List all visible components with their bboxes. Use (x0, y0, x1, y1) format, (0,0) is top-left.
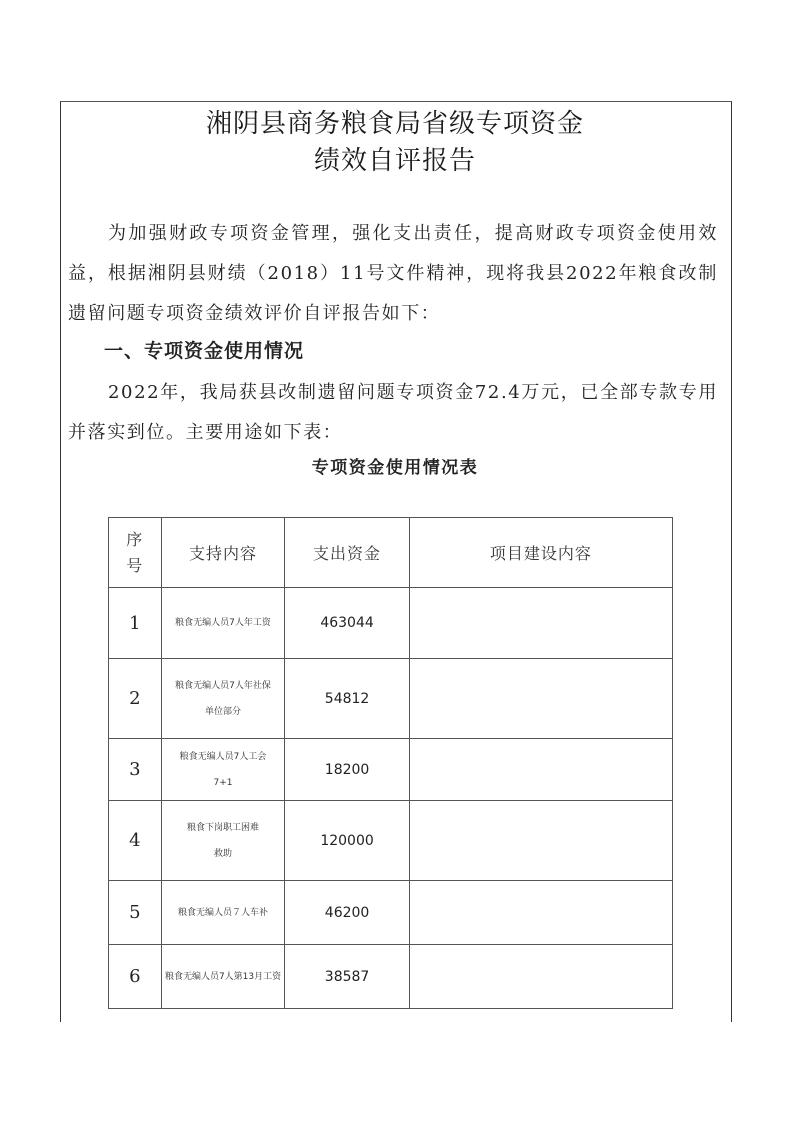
table-header-row (109, 518, 673, 588)
row-support (161, 945, 285, 1009)
row-seq: 4 (109, 801, 162, 881)
header-amount: 支出资金 (285, 518, 409, 588)
header-seq-line1: 序 (126, 529, 144, 549)
row-seq: 3 (109, 739, 162, 801)
row-project (409, 659, 672, 739)
row-seq: 1 (109, 588, 162, 659)
table-row (109, 659, 673, 739)
table-row (109, 588, 673, 659)
header-support: 支持内容 (161, 518, 285, 588)
report-title-line2: 绩效自评报告 (313, 146, 476, 176)
row-project (409, 881, 672, 945)
row-amount: 38587 (285, 945, 409, 1009)
intro-paragraph: 为加强财政专项资金管理，强化支出责任，提高财政专项资金使用效益，根据湘阴县财绩（2018）11号文件精神，现将我县2022年粮食改制遗留问题专项资金绩效评价自评报告如下： (68, 223, 718, 324)
header-project: 项目建设内容 (409, 518, 672, 588)
row-support (161, 881, 285, 945)
row-support-line1: 粮食无编人员7人年社保 (175, 680, 271, 691)
header-seq (109, 518, 162, 588)
row-amount: 120000 (285, 801, 409, 881)
row-support-line1: 粮食无编人员7人年工资 (175, 618, 271, 628)
fund-usage-table (108, 517, 673, 1009)
row-project (409, 801, 672, 881)
table-row (109, 739, 673, 801)
table-caption: 专项资金使用情况表 (311, 458, 479, 478)
report-title-line1: 湘阴县商务粮食局省级专项资金 (205, 109, 584, 139)
table-row (109, 801, 673, 881)
table-row (109, 945, 673, 1009)
row-support (161, 801, 285, 881)
row-amount: 46200 (285, 881, 409, 945)
row-support-line1: 粮食无编人员7人第13月工资 (164, 971, 282, 982)
row-seq: 5 (109, 881, 162, 945)
fund-usage-paragraph: 2022年，我局获县改制遗留问题专项资金72.4万元，已全部专款专用并落实到位。主要用途如下表： (68, 382, 718, 443)
table-row (109, 881, 673, 945)
row-seq: 2 (109, 659, 162, 739)
header-seq-line2: 号 (126, 555, 144, 575)
row-project (409, 588, 672, 659)
section-heading-fund-usage: 一、专项资金使用情况 (104, 340, 305, 362)
row-support (161, 739, 285, 801)
row-support-line1: 粮食无编人员7人工会 (179, 751, 267, 762)
row-support-line2: 救助 (214, 848, 233, 859)
row-support-line1: 粮食无编人员７人车补 (178, 907, 269, 918)
row-support (161, 659, 285, 739)
row-support-line1: 粮食下岗职工困难 (187, 822, 260, 833)
row-support-line2: 单位部分 (205, 706, 242, 717)
row-amount: 18200 (285, 739, 409, 801)
row-project (409, 945, 672, 1009)
row-project (409, 739, 672, 801)
row-support (161, 588, 285, 659)
row-amount: 54812 (285, 659, 409, 739)
row-support-line2: 7+1 (213, 777, 233, 788)
row-amount: 463044 (285, 588, 409, 659)
row-seq: 6 (109, 945, 162, 1009)
